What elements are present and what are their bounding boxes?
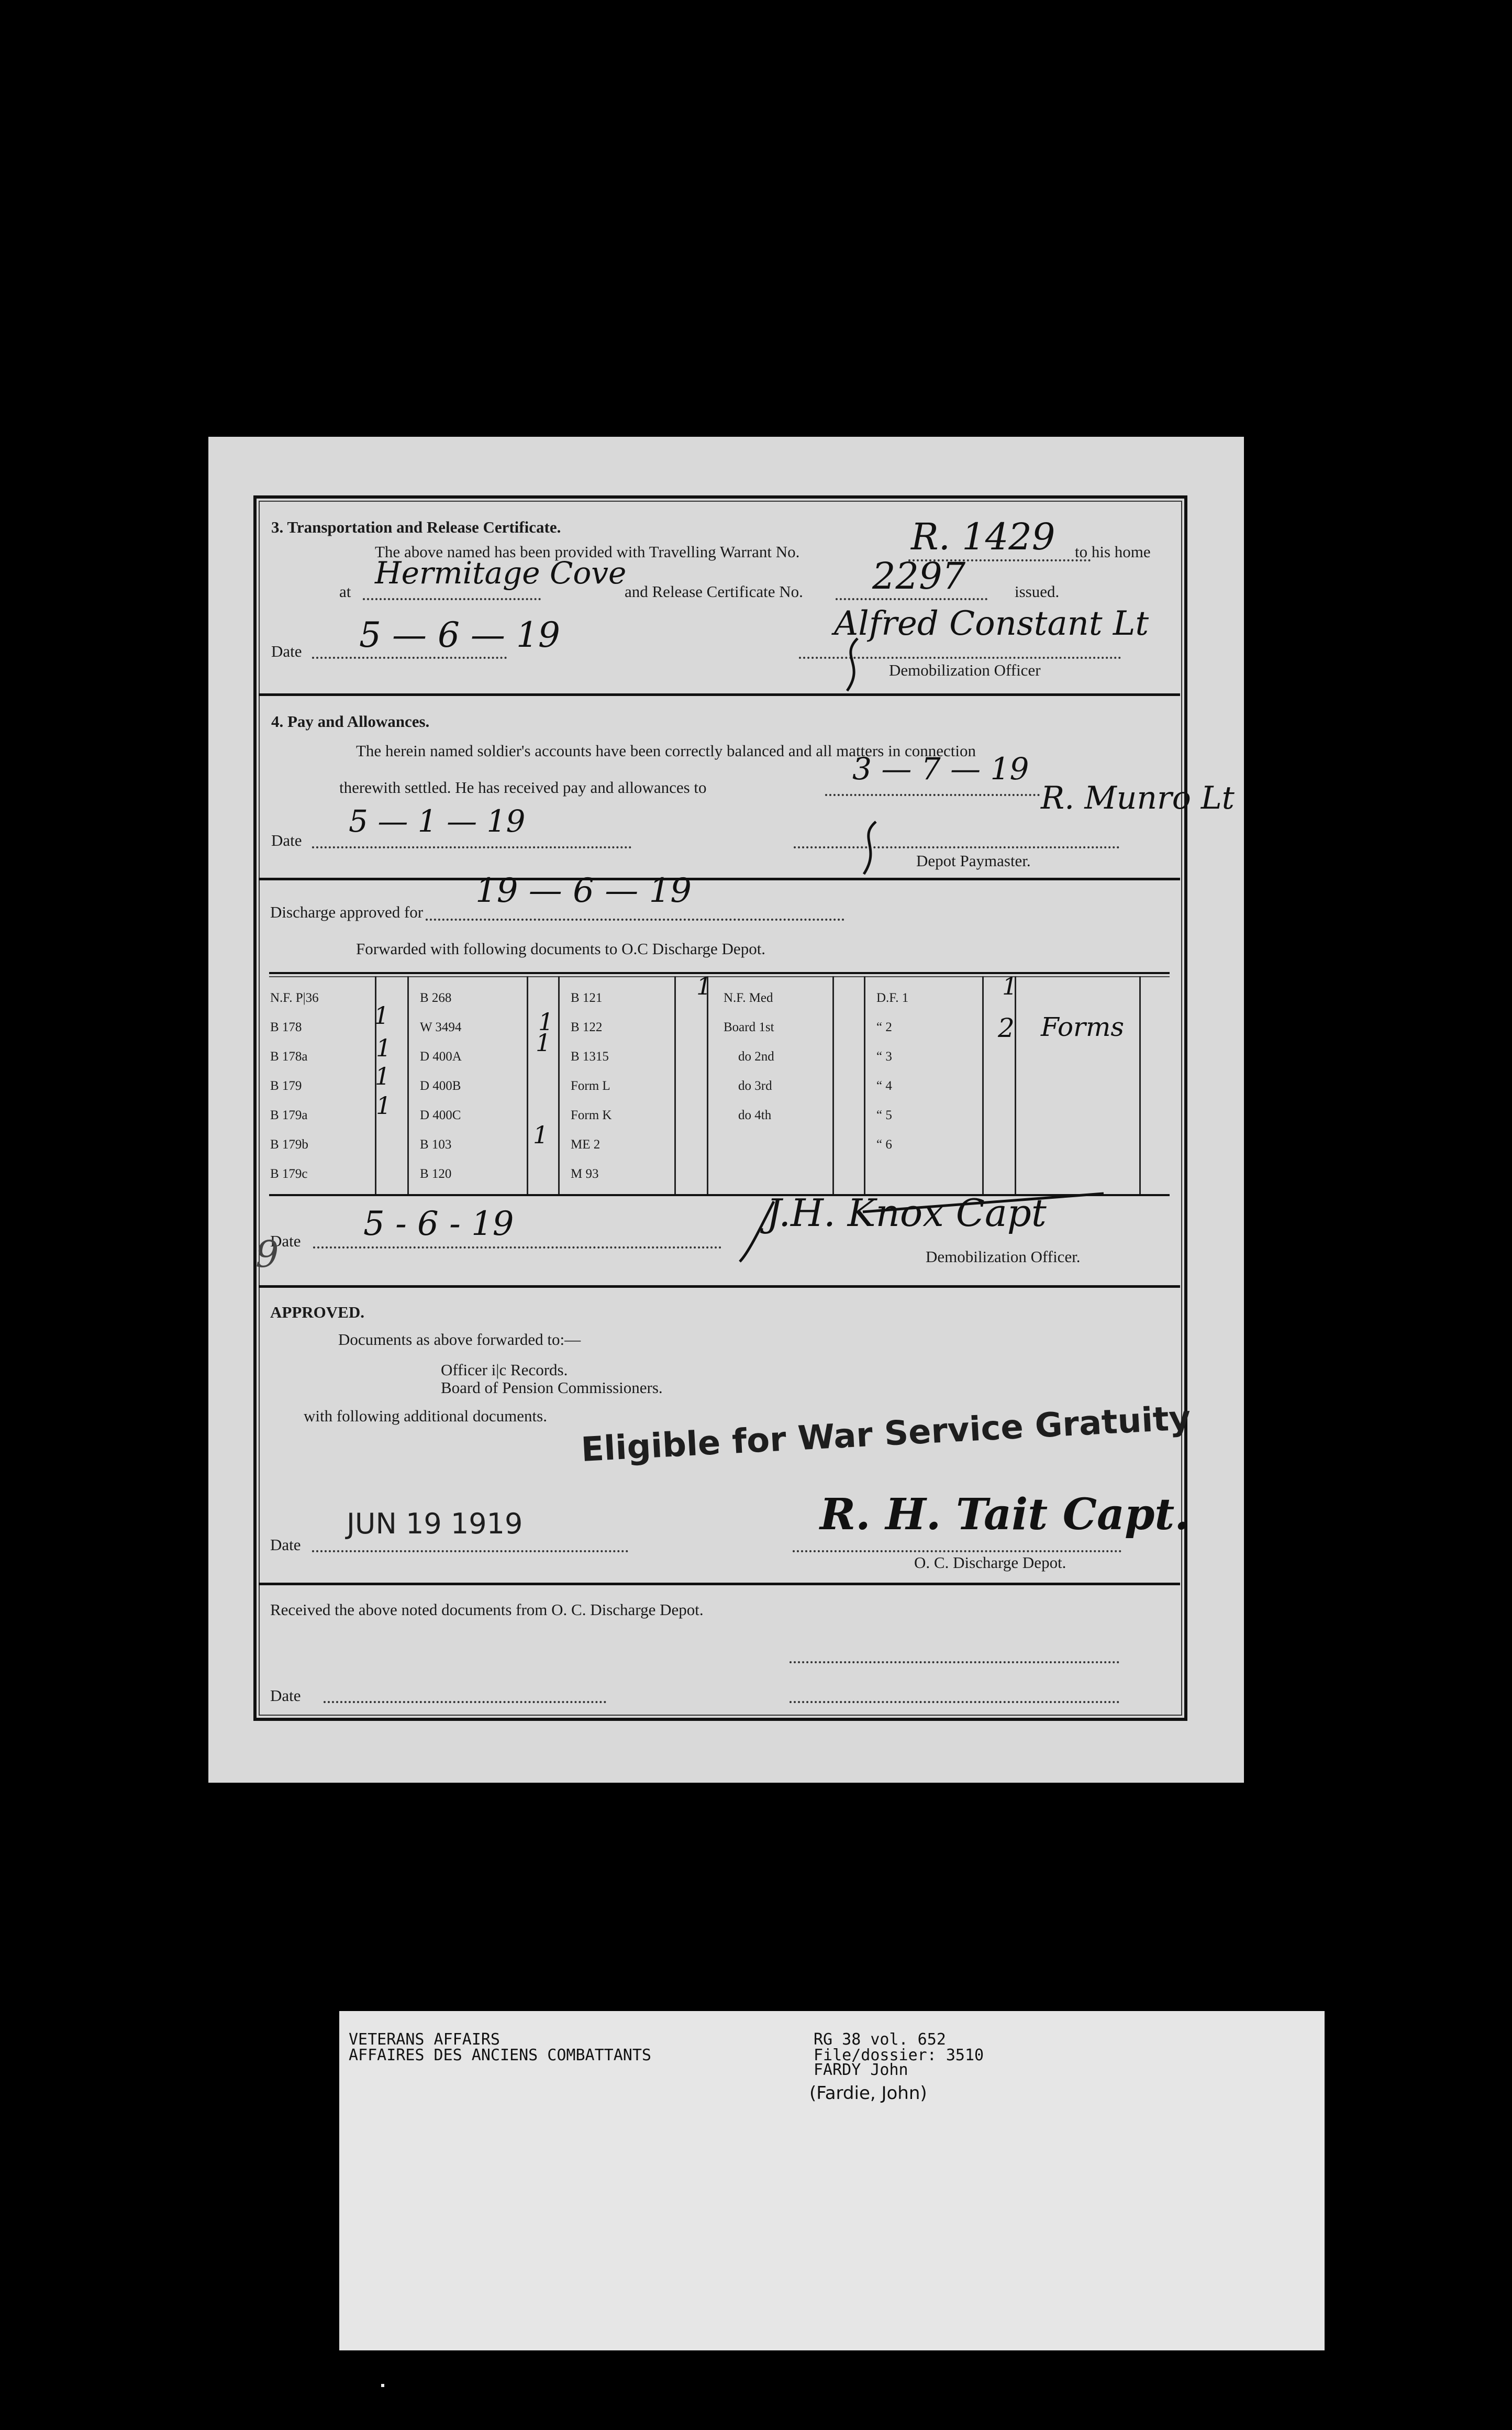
table-cell: “ 6 (876, 1137, 892, 1152)
discharge-depot-title: O. C. Discharge Depot. (914, 1553, 1066, 1572)
table-cell: do 3rd (738, 1079, 772, 1093)
table-cell: “ 4 (876, 1079, 892, 1093)
paid-to-date: 3 — 7 — 19 (852, 751, 1029, 787)
table-cell: D 400C (420, 1108, 461, 1122)
table-cell: B 1315 (571, 1050, 609, 1064)
table-tick: 1 (376, 1034, 392, 1062)
discharge-label: Discharge approved for (270, 903, 424, 921)
at-label: at (339, 582, 351, 601)
table-cell: N.F. Med (724, 991, 773, 1005)
table-cell: B 179a (270, 1108, 308, 1122)
approved-heading: APPROVED. (270, 1303, 364, 1321)
table-cell: N.F. P|36 (270, 991, 319, 1005)
table-tick: 1 (696, 972, 712, 1000)
table-cell: do 4th (738, 1108, 772, 1122)
gratuity-stamp: Eligible for War Service Gratuity (580, 1399, 1192, 1470)
section3-signature: Alfred Constant Lt (834, 604, 1149, 643)
section4-date: 5 — 1 — 19 (349, 803, 526, 839)
table-cell: “ 2 (876, 1020, 892, 1034)
approved-date-label: Date (270, 1536, 301, 1554)
label-file-number: File/dossier: 3510 (814, 2046, 984, 2064)
section4-heading: 4. Pay and Allowances. (271, 712, 430, 731)
table-cell: M 93 (571, 1167, 599, 1181)
demob-signature: J.H. Knox Capt (766, 1191, 1047, 1235)
approved-line1: Documents as above forwarded to:— (338, 1330, 581, 1349)
demob-date-label: Date (270, 1232, 301, 1250)
table-cell: D 400B (420, 1079, 461, 1093)
table-cell: B 120 (420, 1167, 452, 1181)
label-agency-en: VETERANS AFFAIRS (349, 2030, 500, 2049)
table-tick: 1 (536, 1029, 551, 1057)
table-cell: B 178a (270, 1050, 308, 1064)
table-tick: 1 (533, 1121, 549, 1149)
discharge-depot-signature: R. H. Tait Capt. (820, 1489, 1189, 1540)
document-sheet (208, 437, 1244, 1783)
table-tick: 1 (375, 1062, 391, 1090)
release-number: 2297 (872, 555, 966, 598)
table-tick: 1 (538, 1008, 554, 1036)
release-label: and Release Certificate No. (625, 582, 803, 601)
table-cell: B 178 (270, 1020, 302, 1034)
section3-line1-end: to his home (1075, 543, 1151, 561)
table-cell: Form K (571, 1108, 612, 1122)
demob-officer-title-2: Demobilization Officer. (926, 1247, 1081, 1266)
approved-line3: Board of Pension Commissioners. (441, 1378, 663, 1397)
section3-date-label: Date (271, 642, 302, 660)
section3-line1: The above named has been provided with Travelling Warrant No. (375, 543, 800, 561)
table-cell: D 400A (420, 1050, 462, 1064)
scan-speck (381, 2384, 384, 2387)
table-cell: B 122 (571, 1020, 603, 1034)
table-cell: B 179 (270, 1079, 302, 1093)
table-cell: ME 2 (571, 1137, 601, 1152)
received-line: Received the above noted documents from O. C. Discharge Depot. (270, 1600, 704, 1619)
paymaster-title: Depot Paymaster. (916, 852, 1031, 870)
section4-line2: therewith settled. He has received pay and allowances to (339, 778, 707, 797)
section4-date-label: Date (271, 831, 302, 849)
archive-label (339, 2011, 1325, 2350)
received-date-label: Date (270, 1686, 301, 1705)
discharge-date: 19 — 6 — 19 (475, 871, 692, 910)
demob-officer-title-1: Demobilization Officer (889, 661, 1041, 679)
warrant-number: R. 1429 (911, 515, 1055, 558)
signature-flourish (837, 636, 868, 693)
demob-date: 5 - 6 - 19 (363, 1205, 514, 1243)
forms-note: Forms (1041, 1012, 1125, 1042)
date-stamp: JUN 19 1919 (347, 1507, 523, 1540)
table-cell: W 3494 (420, 1020, 462, 1034)
table-tick: 2 (998, 1013, 1015, 1043)
table-tick: 1 (374, 1001, 390, 1030)
approved-line4: with following additional documents. (304, 1407, 547, 1425)
table-cell: B 268 (420, 991, 452, 1005)
table-cell: B 103 (420, 1137, 452, 1152)
label-agency-fr: AFFAIRES DES ANCIENS COMBATTANTS (349, 2046, 651, 2064)
section3-date: 5 — 6 — 19 (359, 615, 560, 655)
section3-heading: 3. Transportation and Release Certificate. (271, 518, 561, 536)
label-alt-name: (Fardie, John) (809, 2083, 927, 2104)
table-cell: “ 5 (876, 1108, 892, 1122)
label-name: FARDY John (814, 2061, 908, 2079)
table-tick: 1 (376, 1091, 392, 1120)
table-cell: “ 3 (876, 1050, 892, 1064)
table-cell: D.F. 1 (876, 991, 909, 1005)
home-place: Hermitage Cove (375, 555, 627, 591)
approved-line2: Officer i|c Records. (441, 1361, 568, 1379)
table-cell: do 2nd (738, 1050, 774, 1064)
table-cell: Form L (571, 1079, 610, 1093)
forwarded-line: Forwarded with following documents to O.C Discharge Depot. (356, 940, 766, 958)
paymaster-signature: R. Munro Lt (1041, 780, 1235, 816)
table-cell: B 179b (270, 1137, 308, 1152)
issued-label: issued. (1015, 582, 1060, 601)
table-cell: B 179c (270, 1167, 308, 1181)
table-cell: B 121 (571, 991, 603, 1005)
margin-mark: 9 (255, 1233, 279, 1276)
table-cell: Board 1st (724, 1020, 774, 1034)
label-record-group: RG 38 vol. 652 (814, 2030, 946, 2049)
section4-line1: The herein named soldier's accounts have been correctly balanced and all matters in connection (356, 742, 976, 760)
table-tick: 1 (1002, 972, 1018, 1000)
